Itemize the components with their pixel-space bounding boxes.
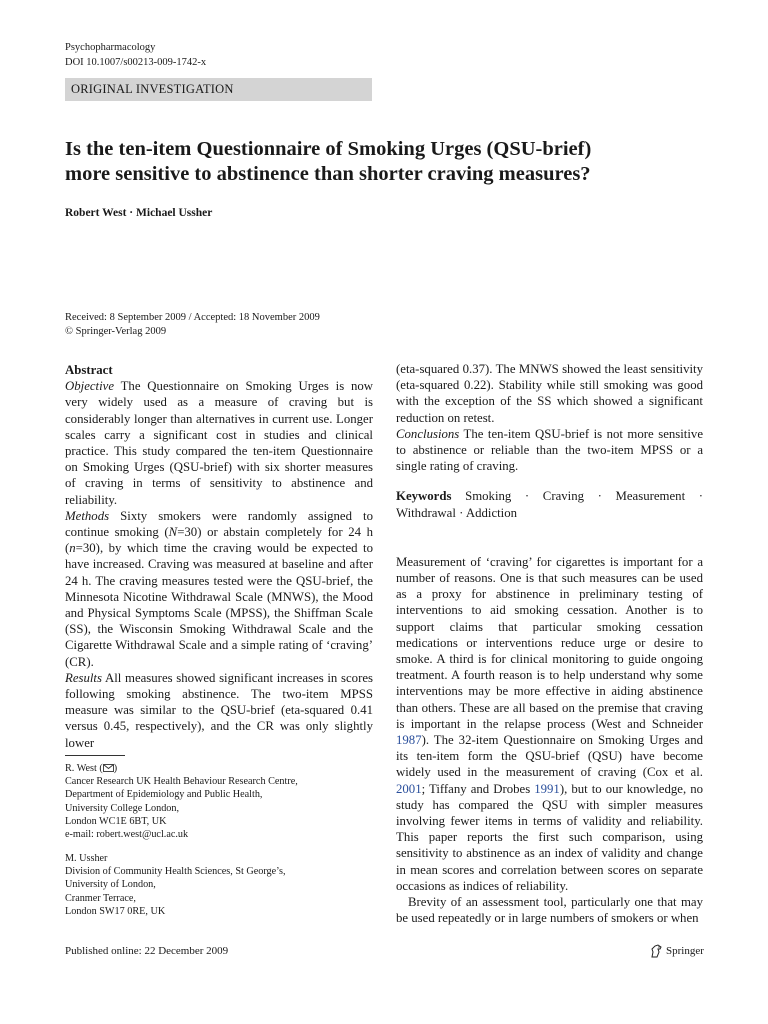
abstract-results-cont: (eta-squared 0.37). The MNWS showed the least sensitivity (eta-squared 0.22). Stability while still smoking was good with the exception of the SS which showed a significant reduction on retest. (396, 362, 703, 425)
section-label: ORIGINAL INVESTIGATION (65, 78, 372, 101)
doi: DOI 10.1007/s00213-009-1742-x (65, 57, 207, 68)
affiliation-west-name (65, 762, 298, 775)
intro-paragraph-2: Brevity of an assessment tool, particularly one that may be used repeatedly or in large numbers of smokers or when (396, 895, 703, 926)
publisher-logo (650, 944, 704, 958)
received-info (65, 311, 320, 339)
affiliation-line: University College London, (65, 802, 180, 814)
keywords (396, 488, 703, 520)
conclusions-label: Conclusions (396, 426, 460, 441)
west-name-close: ) (113, 763, 118, 774)
affiliation-ussher-name: M. Ussher (65, 853, 108, 864)
citation-link[interactable]: 1991 (534, 781, 560, 796)
keywords-label: Keywords (396, 489, 452, 504)
springer-horse-icon (650, 944, 663, 958)
citation-link[interactable]: 1987 (396, 733, 422, 748)
objective-label: Objective (65, 379, 115, 394)
affiliation-line: London SW17 0RE, UK (65, 905, 166, 917)
methods-label: Methods (65, 508, 110, 523)
methods-text-c: =30), by which time the craving would be expected to have increased. Craving was measured at baseline and after 24 h. The craving measures tested were the QSU-brief, the Minnesota Nicotine Withdrawal Scale (MNWS), the Mood and Physical Symptoms Scale (MPSS), the Shiffman Scale (SS), the Wisconsin Smoking Withdrawal Scale and the Cigarette Withdrawal Scale and a simple rating of ‘craving’ (CR). (65, 541, 373, 669)
results-text-left: All measures showed significant increases in scores following smoking abstinence. The two-item MPSS measure was similar to the QSU-brief (eta-squared 0.41 versus 0.45, respectively), and the CR was only slightly lower (65, 670, 373, 750)
objective-text: The Questionnaire on Smoking Urges is now very widely used as a measure of craving but is considerably longer than alternatives in current use. Longer scales carry a significant cost in studies and clinical practice. This study compared the ten-item Questionnaire on Smoking Urges (QSU-brief) with six shorter measures of craving in terms of sensitivity to abstinence and reliability. (65, 379, 374, 507)
publisher-name: Springer (666, 945, 704, 957)
affiliation-line: London WC1E 6BT, UK (65, 815, 167, 827)
p1-text-c: ; Tiffany and Drobes (421, 781, 535, 796)
results-label: Results (65, 670, 102, 685)
citation-link[interactable]: 2001 (396, 781, 422, 796)
affiliation-line: Cancer Research UK Health Behaviour Research Centre, (65, 776, 298, 788)
journal-header (65, 40, 206, 70)
affiliation-line: University of London, (65, 879, 156, 891)
affiliation-west (65, 762, 298, 841)
methods-text-b: =30) or abstain completely for 24 h ( (65, 525, 373, 556)
email-link[interactable]: e-mail: robert.west@ucl.ac.uk (65, 829, 189, 841)
p1-text-b: ). The 32-item Questionnaire on Smoking Urges and its ten-item form the QSU-brief (QSU) have become widely used in the measurement of craving (Cox et al. (396, 733, 703, 780)
affiliation-line: Cranmer Terrace, (65, 892, 136, 904)
abstract-heading: Abstract (65, 363, 113, 377)
authors: Robert West · Michael Ussher (65, 207, 213, 219)
p1-text-d: ), but to our knowledge, no study has compared the QSU with simpler measures involving fewer items in terms of validity and reliability. This paper reports the first such comparison, using sensitivity to abstinence as an index of validity and change in mean scores and correlation between scores on separate occasions as indices of reliability. (396, 781, 703, 893)
abstract-results-start (65, 670, 373, 751)
abstract-objective (65, 378, 373, 508)
footnote-rule (65, 755, 125, 756)
keywords-text: Smoking · Craving · Measurement · Withdrawal · Addiction (396, 489, 704, 520)
received-dates: Received: 8 September 2009 / Accepted: 18 November 2009 (65, 312, 320, 323)
p1-text-a: Measurement of ‘craving’ for cigarettes is important for a number of reasons. One is that such measures can be used as a proxy for abstinence in preliminary testing of interventions to aid smoking cessation. Another is to support claims that particular smoking cessation medications or interventions reduce urge or desire to smoke. A third is for clinical monitoring to guide ongoing treatment. A fourth reason is to help understand why some interventions may be more effective in aiding abstinence than others. These are all based on the premise that craving is important in the relapse process (West and Schneider (396, 554, 703, 731)
methods-n2: n (69, 541, 76, 556)
title-line-2: more sensitive to abstinence than shorter craving measures? (65, 163, 591, 185)
abstract-column (65, 362, 373, 751)
journal-name: Psychopharmacology (65, 42, 156, 53)
methods-n1: N (168, 525, 178, 540)
right-column (396, 361, 703, 927)
affiliation-line: Department of Epidemiology and Public Health, (65, 789, 263, 801)
affiliation-line: Division of Community Health Sciences, St George’s, (65, 866, 286, 878)
article-title (65, 137, 715, 187)
west-name: R. West ( (65, 763, 103, 774)
abstract-methods (65, 508, 373, 670)
abstract-conclusions (396, 426, 703, 475)
methods-text-a: Sixty smokers were randomly assigned to continue smoking ( (65, 508, 374, 540)
conclusions-text: The ten-item QSU-brief is not more sensitive to abstinence or reliable than the two-item MPSS or a single rating of craving. (396, 426, 704, 474)
copyright: © Springer-Verlag 2009 (65, 326, 167, 337)
envelope-icon (103, 764, 114, 772)
intro-paragraph-1 (396, 554, 703, 894)
title-line-1: Is the ten-item Questionnaire of Smoking Urges (QSU-brief) (65, 138, 592, 160)
affiliation-ussher (65, 852, 286, 918)
published-date: Published online: 22 December 2009 (65, 945, 229, 957)
